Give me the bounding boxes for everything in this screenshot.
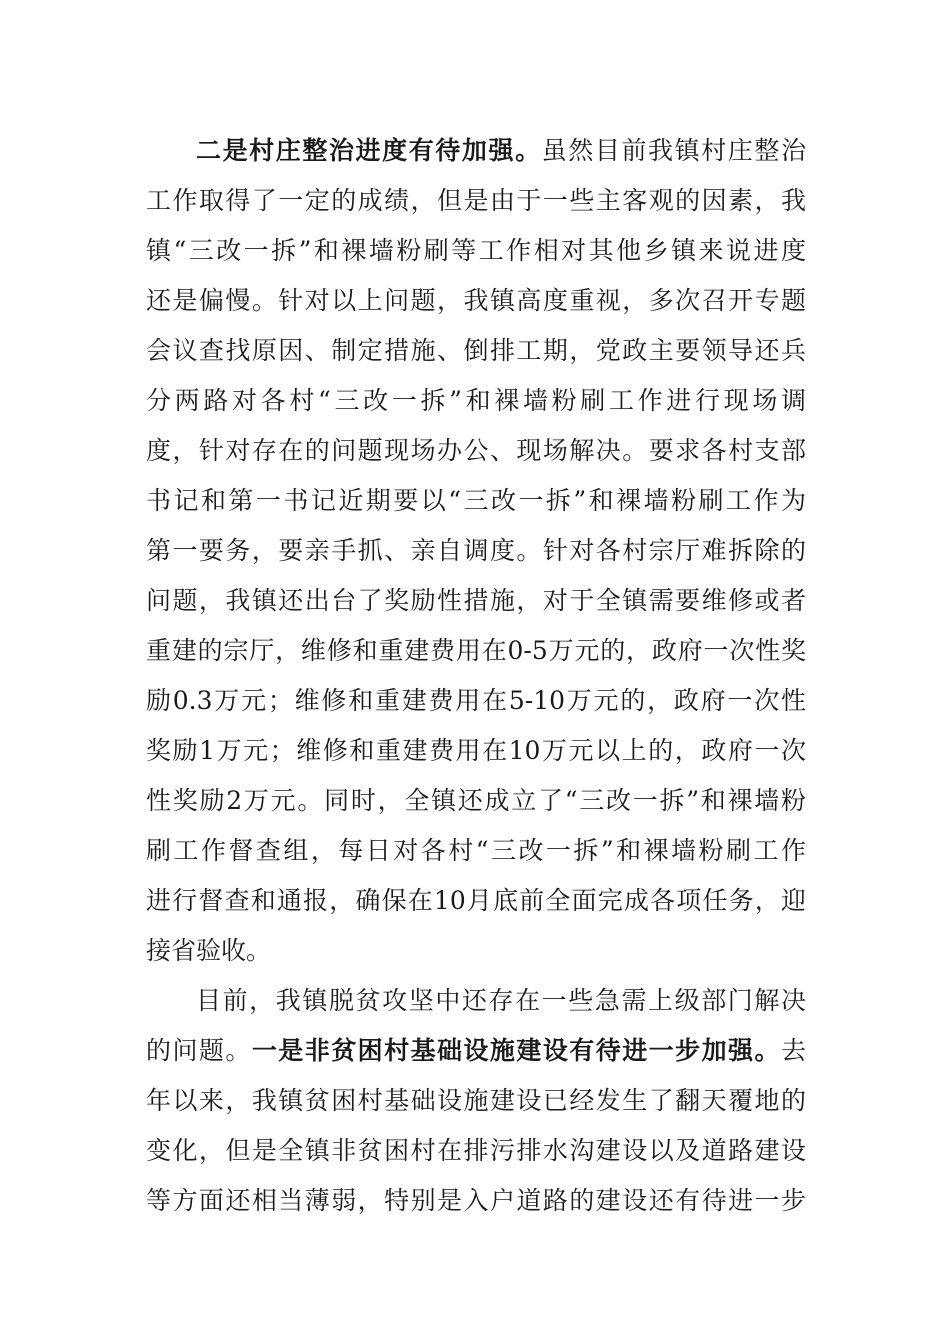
text-line: 重建的宗厅，维修和重建费用在0-5万元的，政府一次性奖 <box>146 636 806 665</box>
text-line <box>146 126 806 176</box>
text-line: 镇“三改一拆”和裸墙粉刷等工作相对其他乡镇来说进度 <box>146 236 806 265</box>
text-line: 进行督查和通报，确保在10月底前全面完成各项任务，迎 <box>146 886 806 915</box>
text-line <box>146 1026 806 1076</box>
text-line: 刷工作督查组，每日对各村“三改一拆”和裸墙粉刷工作 <box>146 836 806 865</box>
text-line: 第一要务，要亲手抓、亲自调度。针对各村宗厅难拆除的 <box>146 536 806 565</box>
document-body <box>146 126 806 1226</box>
text-line: 分两路对各村“三改一拆”和裸墙粉刷工作进行现场调 <box>146 386 806 415</box>
text-line: 性奖励2万元。同时，全镇还成立了“三改一拆”和裸墙粉 <box>146 786 806 815</box>
text-line: 书记和第一书记近期要以“三改一拆”和裸墙粉刷工作为 <box>146 486 806 515</box>
text-line: 等方面还相当薄弱，特别是入户道路的建设还有待进一步 <box>146 1186 806 1215</box>
text-line: 变化，但是全镇非贫困村在排污排水沟建设以及道路建设 <box>146 1136 806 1165</box>
text-run: 虽然目前我镇村庄整治 <box>541 136 806 165</box>
text-line: 目前，我镇脱贫攻坚中还存在一些急需上级部门解决 <box>196 986 806 1015</box>
paragraph-poverty-problems <box>146 976 806 1226</box>
text-line: 问题，我镇还出台了奖励性措施，对于全镇需要维修或者 <box>146 586 806 615</box>
text-line: 会议查找原因、制定措施、倒排工期，党政主要领导还兵 <box>146 336 806 365</box>
text-line: 还是偏慢。针对以上问题，我镇高度重视，多次召开专题 <box>146 286 806 315</box>
text-line: 接省验收。 <box>146 936 272 965</box>
text-line: 励0.3万元；维修和重建费用在5-10万元的，政府一次性 <box>146 686 806 715</box>
text-run: 的问题。 <box>146 1036 252 1065</box>
text-line: 年以来，我镇贫困村基础设施建设已经发生了翻天覆地的 <box>146 1086 806 1115</box>
bold-heading: 一是非贫困村基础设施建设有待进一步加强。 <box>251 1036 781 1065</box>
text-line: 工作取得了一定的成绩，但是由于一些主客观的因素，我 <box>146 186 806 215</box>
text-run: 去 <box>780 1036 806 1065</box>
paragraph-village-renovation <box>146 126 806 976</box>
text-line: 奖励1万元；维修和重建费用在10万元以上的，政府一次 <box>146 736 806 765</box>
bold-heading: 二是村庄整治进度有待加强。 <box>196 136 542 165</box>
text-line: 度，针对存在的问题现场办公、现场解决。要求各村支部 <box>146 436 806 465</box>
